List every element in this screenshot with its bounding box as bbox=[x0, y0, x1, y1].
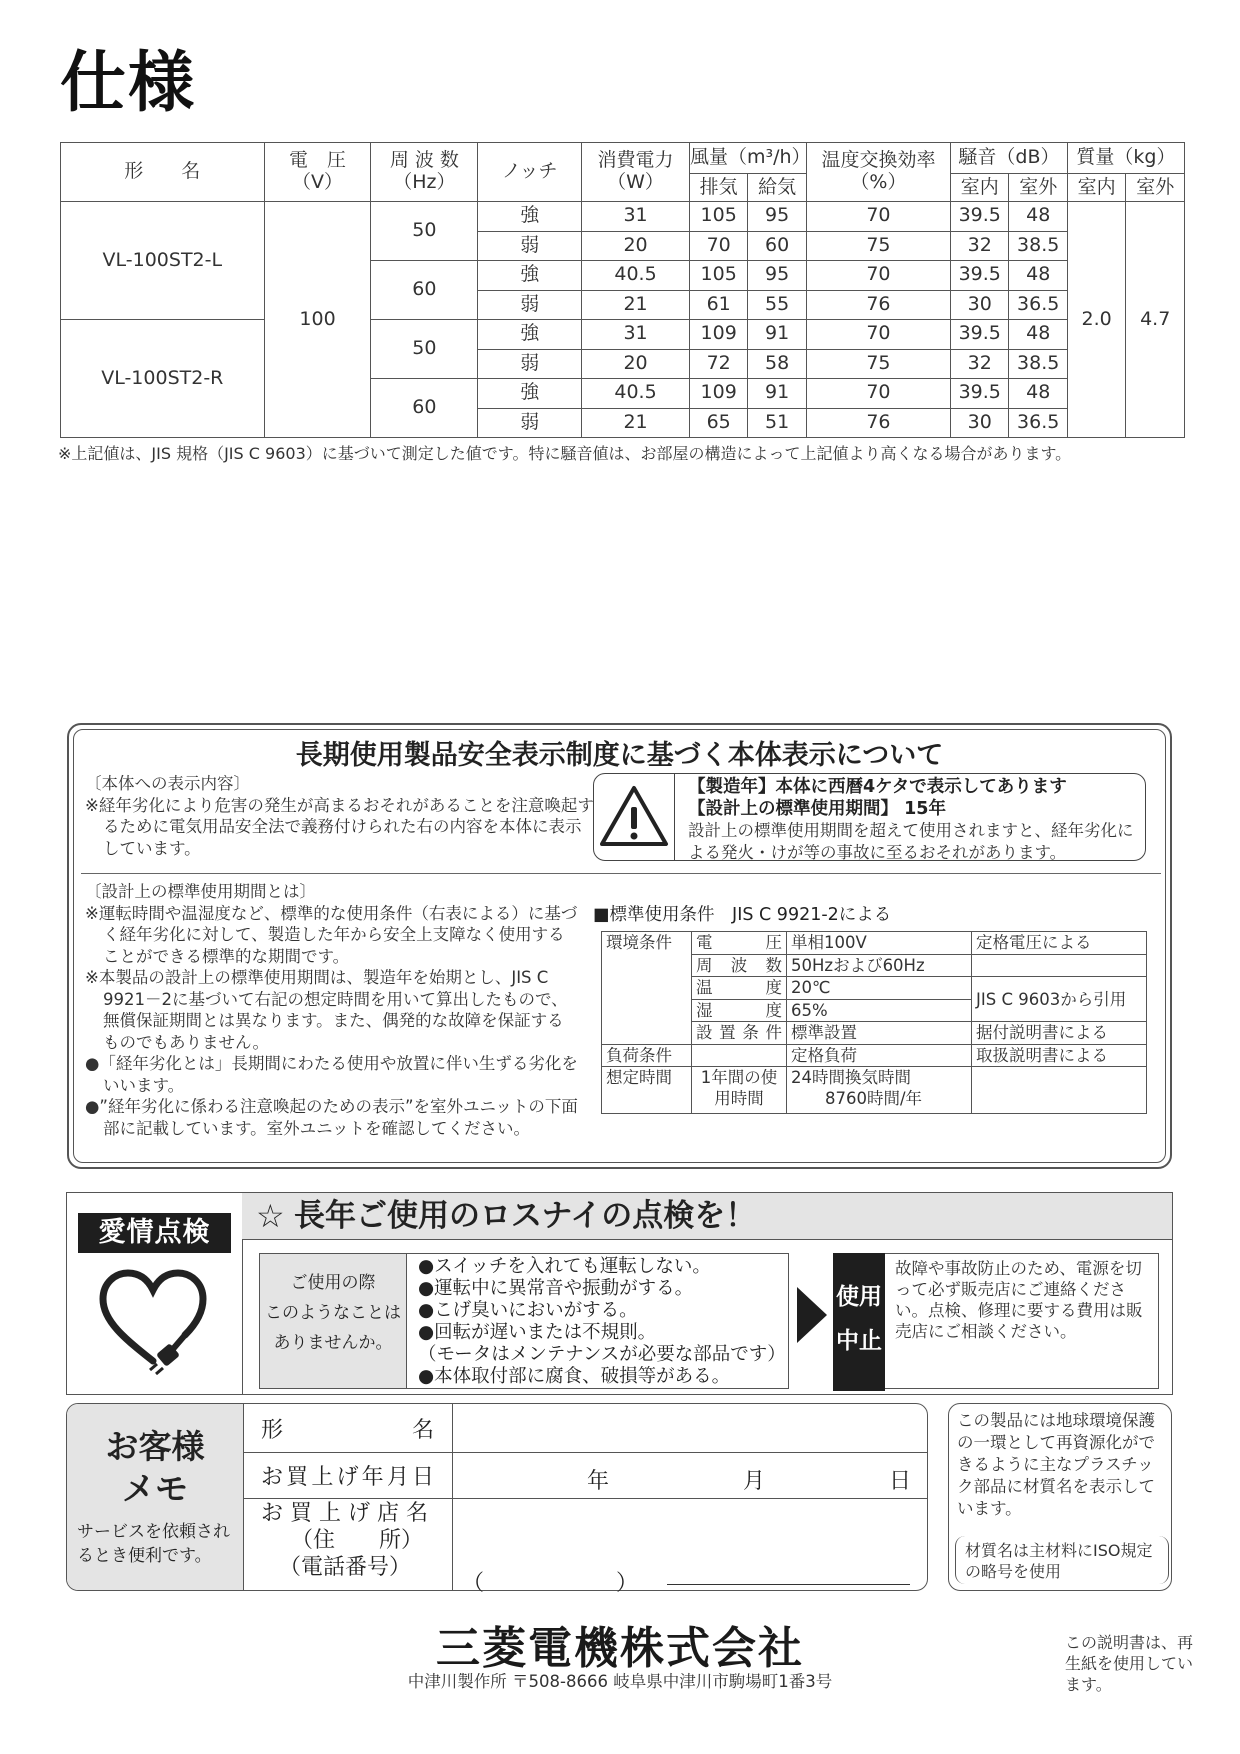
care-title: 長年ご使用のロスナイの点検を！ bbox=[294, 1198, 757, 1234]
stop-use-text: 故障や事故防止のため、電源を切って必ず販売店にご連絡ください。点検、修理に要する費用は販売店にご相談ください。 bbox=[895, 1259, 1143, 1341]
lifetime-p1: ※運転時間や温湿度など、標準的な使用条件（右表による）に基づく経年劣化に対して、製造した年から安全上支障なく使用することができる標準的な期間です。 bbox=[85, 903, 578, 966]
header-noise-outdoor: 室外 bbox=[1009, 174, 1067, 202]
exhaust-cell: 65 bbox=[689, 408, 747, 438]
warning-label-box bbox=[593, 773, 1146, 861]
notch-cell: 弱 bbox=[478, 349, 582, 379]
power-cell: 31 bbox=[582, 202, 690, 232]
mass-indoor-cell: 2.0 bbox=[1067, 202, 1125, 438]
divider bbox=[81, 873, 1161, 874]
efficiency-cell: 70 bbox=[806, 202, 950, 232]
recycled-paper-note: この説明書は、再生紙を使用しています。 bbox=[1065, 1633, 1194, 1694]
notch-cell: 強 bbox=[478, 202, 582, 232]
recycle-note-box bbox=[948, 1403, 1172, 1591]
list-item: ●運転中に異常音や振動がする。 bbox=[418, 1278, 694, 1299]
notch-cell: 強 bbox=[478, 261, 582, 291]
lifetime-p4: ●”経年劣化に係わる注意喚起のための表示”を室外ユニットの下面部に記載しています。室外ユニットを確認してください。 bbox=[85, 1097, 578, 1138]
exhaust-cell: 61 bbox=[689, 290, 747, 320]
stop-use-label bbox=[833, 1275, 885, 1363]
cond-temp-label: 温 度 bbox=[692, 977, 787, 1000]
recycle-material-note: 材質名は主材料にISO規定の略号を使用 bbox=[965, 1541, 1153, 1581]
noise-indoor-cell: 32 bbox=[951, 231, 1009, 261]
care-question-panel bbox=[260, 1254, 407, 1388]
voltage-cell: 100 bbox=[264, 202, 371, 438]
care-symptom-list bbox=[418, 1256, 788, 1388]
noise-outdoor-cell: 38.5 bbox=[1009, 231, 1067, 261]
memo-date-label bbox=[243, 1452, 453, 1498]
efficiency-cell: 70 bbox=[806, 261, 950, 291]
power-cell: 40.5 bbox=[582, 261, 690, 291]
noise-indoor-cell: 39.5 bbox=[951, 379, 1009, 409]
header-power: 消費電力 （W） bbox=[582, 143, 690, 202]
cond-voltage-value: 単相100V bbox=[787, 932, 972, 955]
list-item: ●スイッチを入れても運転しない。 bbox=[418, 1256, 711, 1277]
memo-model-label bbox=[243, 1404, 453, 1452]
conditions-title: ■標準使用条件 JIS C 9921-2による bbox=[593, 905, 892, 925]
notch-cell: 弱 bbox=[478, 290, 582, 320]
table-row bbox=[61, 202, 1185, 232]
supply-cell: 95 bbox=[748, 202, 806, 232]
cond-env-label: 環境条件 bbox=[602, 932, 692, 1045]
noise-outdoor-cell: 48 bbox=[1009, 202, 1067, 232]
lifetime-heading: 〔設計上の標準使用期間とは〕 bbox=[85, 882, 316, 901]
noise-indoor-cell: 39.5 bbox=[951, 261, 1009, 291]
conditions-table bbox=[601, 931, 1147, 1114]
cond-install-label: 設置条件 bbox=[692, 1022, 787, 1045]
noise-outdoor-cell: 48 bbox=[1009, 261, 1067, 291]
efficiency-cell: 75 bbox=[806, 231, 950, 261]
cond-load-label: 負荷条件 bbox=[602, 1044, 692, 1067]
header-notch: ノッチ bbox=[478, 143, 582, 202]
notch-cell: 強 bbox=[478, 320, 582, 350]
efficiency-cell: 70 bbox=[806, 320, 950, 350]
mass-outdoor-cell: 4.7 bbox=[1126, 202, 1185, 438]
display-contents bbox=[85, 773, 595, 859]
memo-title-line: お客様 bbox=[105, 1427, 205, 1466]
freq-cell: 60 bbox=[371, 261, 478, 320]
power-cell: 20 bbox=[582, 349, 690, 379]
cond-freq-label: 周 波 数 bbox=[692, 954, 787, 977]
care-question bbox=[260, 1268, 406, 1358]
care-title-band bbox=[242, 1193, 1172, 1240]
power-cell: 21 bbox=[582, 408, 690, 438]
memo-month: 月 bbox=[743, 1469, 766, 1494]
cond-humidity-value: 65% bbox=[787, 999, 972, 1022]
header-voltage: 電 圧 （V） bbox=[264, 143, 371, 202]
care-question-line: このようなことは bbox=[265, 1303, 401, 1323]
exhaust-cell: 105 bbox=[689, 261, 747, 291]
noise-outdoor-cell: 38.5 bbox=[1009, 349, 1067, 379]
company-address: 中津川製作所 〒508-8666 岐阜県中津川市駒場町1番3号 bbox=[407, 1672, 833, 1691]
cond-humidity-label: 湿 度 bbox=[692, 999, 787, 1022]
heart-plug-icon bbox=[95, 1265, 215, 1375]
company-name: 三菱電機株式会社 bbox=[436, 1623, 804, 1674]
exhaust-cell: 72 bbox=[689, 349, 747, 379]
star-icon: ☆ bbox=[256, 1197, 285, 1235]
cond-freq-value: 50Hzおよび60Hz bbox=[787, 954, 972, 977]
safety-title: 長期使用製品安全表示制度に基づく本体表示について bbox=[295, 740, 944, 771]
noise-outdoor-cell: 48 bbox=[1009, 320, 1067, 350]
power-cell: 40.5 bbox=[582, 379, 690, 409]
header-model: 形 名 bbox=[61, 143, 265, 202]
cond-load-blank bbox=[692, 1044, 787, 1067]
header-mass-indoor: 室内 bbox=[1067, 174, 1125, 202]
freq-cell: 50 bbox=[371, 202, 478, 261]
cond-load-note: 取扱説明書による bbox=[972, 1044, 1147, 1067]
warning-icon-frame bbox=[594, 774, 675, 860]
header-exhaust: 排気 bbox=[689, 174, 747, 202]
supply-cell: 51 bbox=[748, 408, 806, 438]
care-left-panel bbox=[67, 1193, 243, 1394]
header-efficiency: 温度交換効率 （%） bbox=[806, 143, 950, 202]
noise-outdoor-cell: 36.5 bbox=[1009, 408, 1067, 438]
memo-year: 年 bbox=[587, 1469, 610, 1494]
efficiency-cell: 76 bbox=[806, 408, 950, 438]
warn-manufacture-year: 【製造年】本体に西暦4ケタで表示してあります bbox=[688, 777, 1067, 797]
memo-phone-line bbox=[667, 1584, 910, 1585]
notch-cell: 弱 bbox=[478, 231, 582, 261]
arrow-right-icon bbox=[795, 1285, 829, 1345]
cond-time-value bbox=[787, 1067, 972, 1114]
supply-cell: 60 bbox=[748, 231, 806, 261]
header-noise: 騒音（dB） bbox=[951, 143, 1068, 174]
recycle-text: この製品には地球環境保護の一環として再資源化ができるように主なプラスチック部品に材質名を表示しています。 bbox=[957, 1411, 1155, 1518]
spec-note: ※上記値は、JIS 規格（JIS C 9603）に基づいて測定した値です。特に騒音値は、お部屋の構造によって上記値より高くなる場合があります。 bbox=[58, 444, 1072, 463]
stop-use-badge bbox=[833, 1253, 885, 1391]
memo-date-text: お買上げ年月日 bbox=[261, 1465, 434, 1490]
model-cell: VL-100ST2-L bbox=[61, 202, 265, 320]
warning-text bbox=[688, 777, 1143, 863]
memo-hint: サービスを依頼されるとき便利です。 bbox=[77, 1522, 230, 1566]
noise-indoor-cell: 30 bbox=[951, 290, 1009, 320]
cond-time-value1: 24時間換気時間 bbox=[791, 1068, 911, 1087]
noise-indoor-cell: 39.5 bbox=[951, 202, 1009, 232]
lifetime-p2: ※本製品の設計上の標準使用期間は、製造年を始期とし、JIS C 9921－2に基づいて右記の想定時間を用いて算出したもので、無償保証期間とは異なります。また、偶発的な故障を保証するものでもありません。 bbox=[85, 968, 568, 1052]
memo-phone-input[interactable]: （ ） bbox=[462, 1571, 639, 1596]
noise-indoor-cell: 39.5 bbox=[951, 320, 1009, 350]
supply-cell: 91 bbox=[748, 379, 806, 409]
cond-install-note: 据付説明書による bbox=[972, 1022, 1147, 1045]
cond-time-note bbox=[972, 1067, 1147, 1114]
exhaust-cell: 109 bbox=[689, 320, 747, 350]
list-item: ●本体取付部に腐食、破損等がある。 bbox=[418, 1366, 731, 1387]
freq-cell: 50 bbox=[371, 320, 478, 379]
power-cell: 21 bbox=[582, 290, 690, 320]
memo-title-line: メモ bbox=[122, 1469, 188, 1508]
notch-cell: 強 bbox=[478, 379, 582, 409]
supply-cell: 55 bbox=[748, 290, 806, 320]
cond-load-value: 定格負荷 bbox=[787, 1044, 972, 1067]
supply-cell: 91 bbox=[748, 320, 806, 350]
efficiency-cell: 70 bbox=[806, 379, 950, 409]
care-question-line: ありませんか。 bbox=[273, 1333, 393, 1353]
efficiency-cell: 76 bbox=[806, 290, 950, 320]
stop-use-info bbox=[885, 1253, 1159, 1389]
header-mass: 質量（kg） bbox=[1067, 143, 1184, 174]
list-item: ●こげ臭いにおいがする。 bbox=[418, 1300, 638, 1321]
noise-indoor-cell: 30 bbox=[951, 408, 1009, 438]
lifetime-explanation bbox=[85, 881, 580, 1139]
lifetime-p3: ●「経年劣化とは」長期間にわたる使用や放置に伴い生ずる劣化をいいます。 bbox=[85, 1054, 578, 1095]
cond-voltage-label: 電 圧 bbox=[692, 932, 787, 955]
header-mass-outdoor: 室外 bbox=[1126, 174, 1185, 202]
cond-time-value2: 8760時間/年 bbox=[825, 1089, 923, 1108]
care-check-box bbox=[66, 1192, 1173, 1395]
stop-use-line: 中止 bbox=[836, 1328, 882, 1354]
cond-time-sub: 1年間の使用時間 bbox=[692, 1067, 787, 1114]
memo-left-panel bbox=[67, 1404, 244, 1590]
safety-display-box bbox=[67, 723, 1172, 1169]
cond-install-value: 標準設置 bbox=[787, 1022, 972, 1045]
list-item: ●回転が遅いまたは不規則。 bbox=[418, 1322, 657, 1343]
supply-cell: 58 bbox=[748, 349, 806, 379]
power-cell: 20 bbox=[582, 231, 690, 261]
header-supply: 給気 bbox=[748, 174, 806, 202]
memo-day: 日 bbox=[889, 1469, 912, 1494]
page-title: 仕様 bbox=[60, 44, 196, 121]
memo-model-input[interactable] bbox=[453, 1405, 927, 1451]
noise-indoor-cell: 32 bbox=[951, 349, 1009, 379]
header-airflow: 風量（m³/h） bbox=[689, 143, 806, 174]
warn-description: 設計上の標準使用期間を超えて使用されますと、経年劣化による発火・けが等の事故に至るおそれがあります。 bbox=[688, 821, 1134, 862]
freq-cell: 60 bbox=[371, 379, 478, 438]
exhaust-cell: 109 bbox=[689, 379, 747, 409]
cond-temp-value: 20℃ bbox=[787, 977, 972, 1000]
header-frequency: 周 波 数 （Hz） bbox=[371, 143, 478, 202]
care-checklist bbox=[259, 1253, 789, 1389]
exhaust-cell: 70 bbox=[689, 231, 747, 261]
display-heading: 〔本体への表示内容〕 bbox=[85, 774, 250, 793]
power-cell: 31 bbox=[582, 320, 690, 350]
memo-shop-text bbox=[261, 1500, 438, 1581]
memo-shop-address: （住 所） bbox=[291, 1528, 424, 1553]
stop-use-line: 使用 bbox=[836, 1284, 882, 1310]
cond-voltage-note: 定格電圧による bbox=[972, 932, 1147, 955]
cond-time-label: 想定時間 bbox=[602, 1067, 692, 1114]
supply-cell: 95 bbox=[748, 261, 806, 291]
notch-cell: 弱 bbox=[478, 408, 582, 438]
customer-memo-box bbox=[66, 1403, 928, 1596]
memo-shop-name: お 買 上 げ 店 名 bbox=[261, 1501, 428, 1526]
header-noise-indoor: 室内 bbox=[951, 174, 1009, 202]
table-row bbox=[61, 320, 1185, 350]
list-item: （モータはメンテナンスが必要な部品です） bbox=[418, 1344, 786, 1365]
noise-outdoor-cell: 36.5 bbox=[1009, 290, 1067, 320]
warning-triangle-icon bbox=[594, 774, 674, 860]
care-badge: 愛情点検 bbox=[78, 1213, 231, 1253]
memo-shop-phone: （電話番号） bbox=[279, 1555, 412, 1580]
display-text: ※経年劣化により危害の発生が高まるおそれがあることを注意喚起するために電気用品安全法で義務付けられた右の内容を本体に表示しています。 bbox=[85, 795, 594, 858]
noise-outdoor-cell: 48 bbox=[1009, 379, 1067, 409]
care-question-line: ご使用の際 bbox=[290, 1273, 376, 1293]
efficiency-cell: 75 bbox=[806, 349, 950, 379]
memo-shop-label bbox=[243, 1498, 453, 1590]
memo-title bbox=[67, 1426, 243, 1510]
warn-standard-period: 【設計上の標準使用期間】 15年 bbox=[688, 798, 946, 819]
spec-table bbox=[60, 142, 1185, 438]
model-cell: VL-100ST2-R bbox=[61, 320, 265, 438]
memo-model-text: 形 名 bbox=[261, 1418, 434, 1443]
exhaust-cell: 105 bbox=[689, 202, 747, 232]
cond-temp-note: JIS C 9603から引用 bbox=[972, 977, 1147, 1022]
cond-freq-note bbox=[972, 954, 1147, 977]
